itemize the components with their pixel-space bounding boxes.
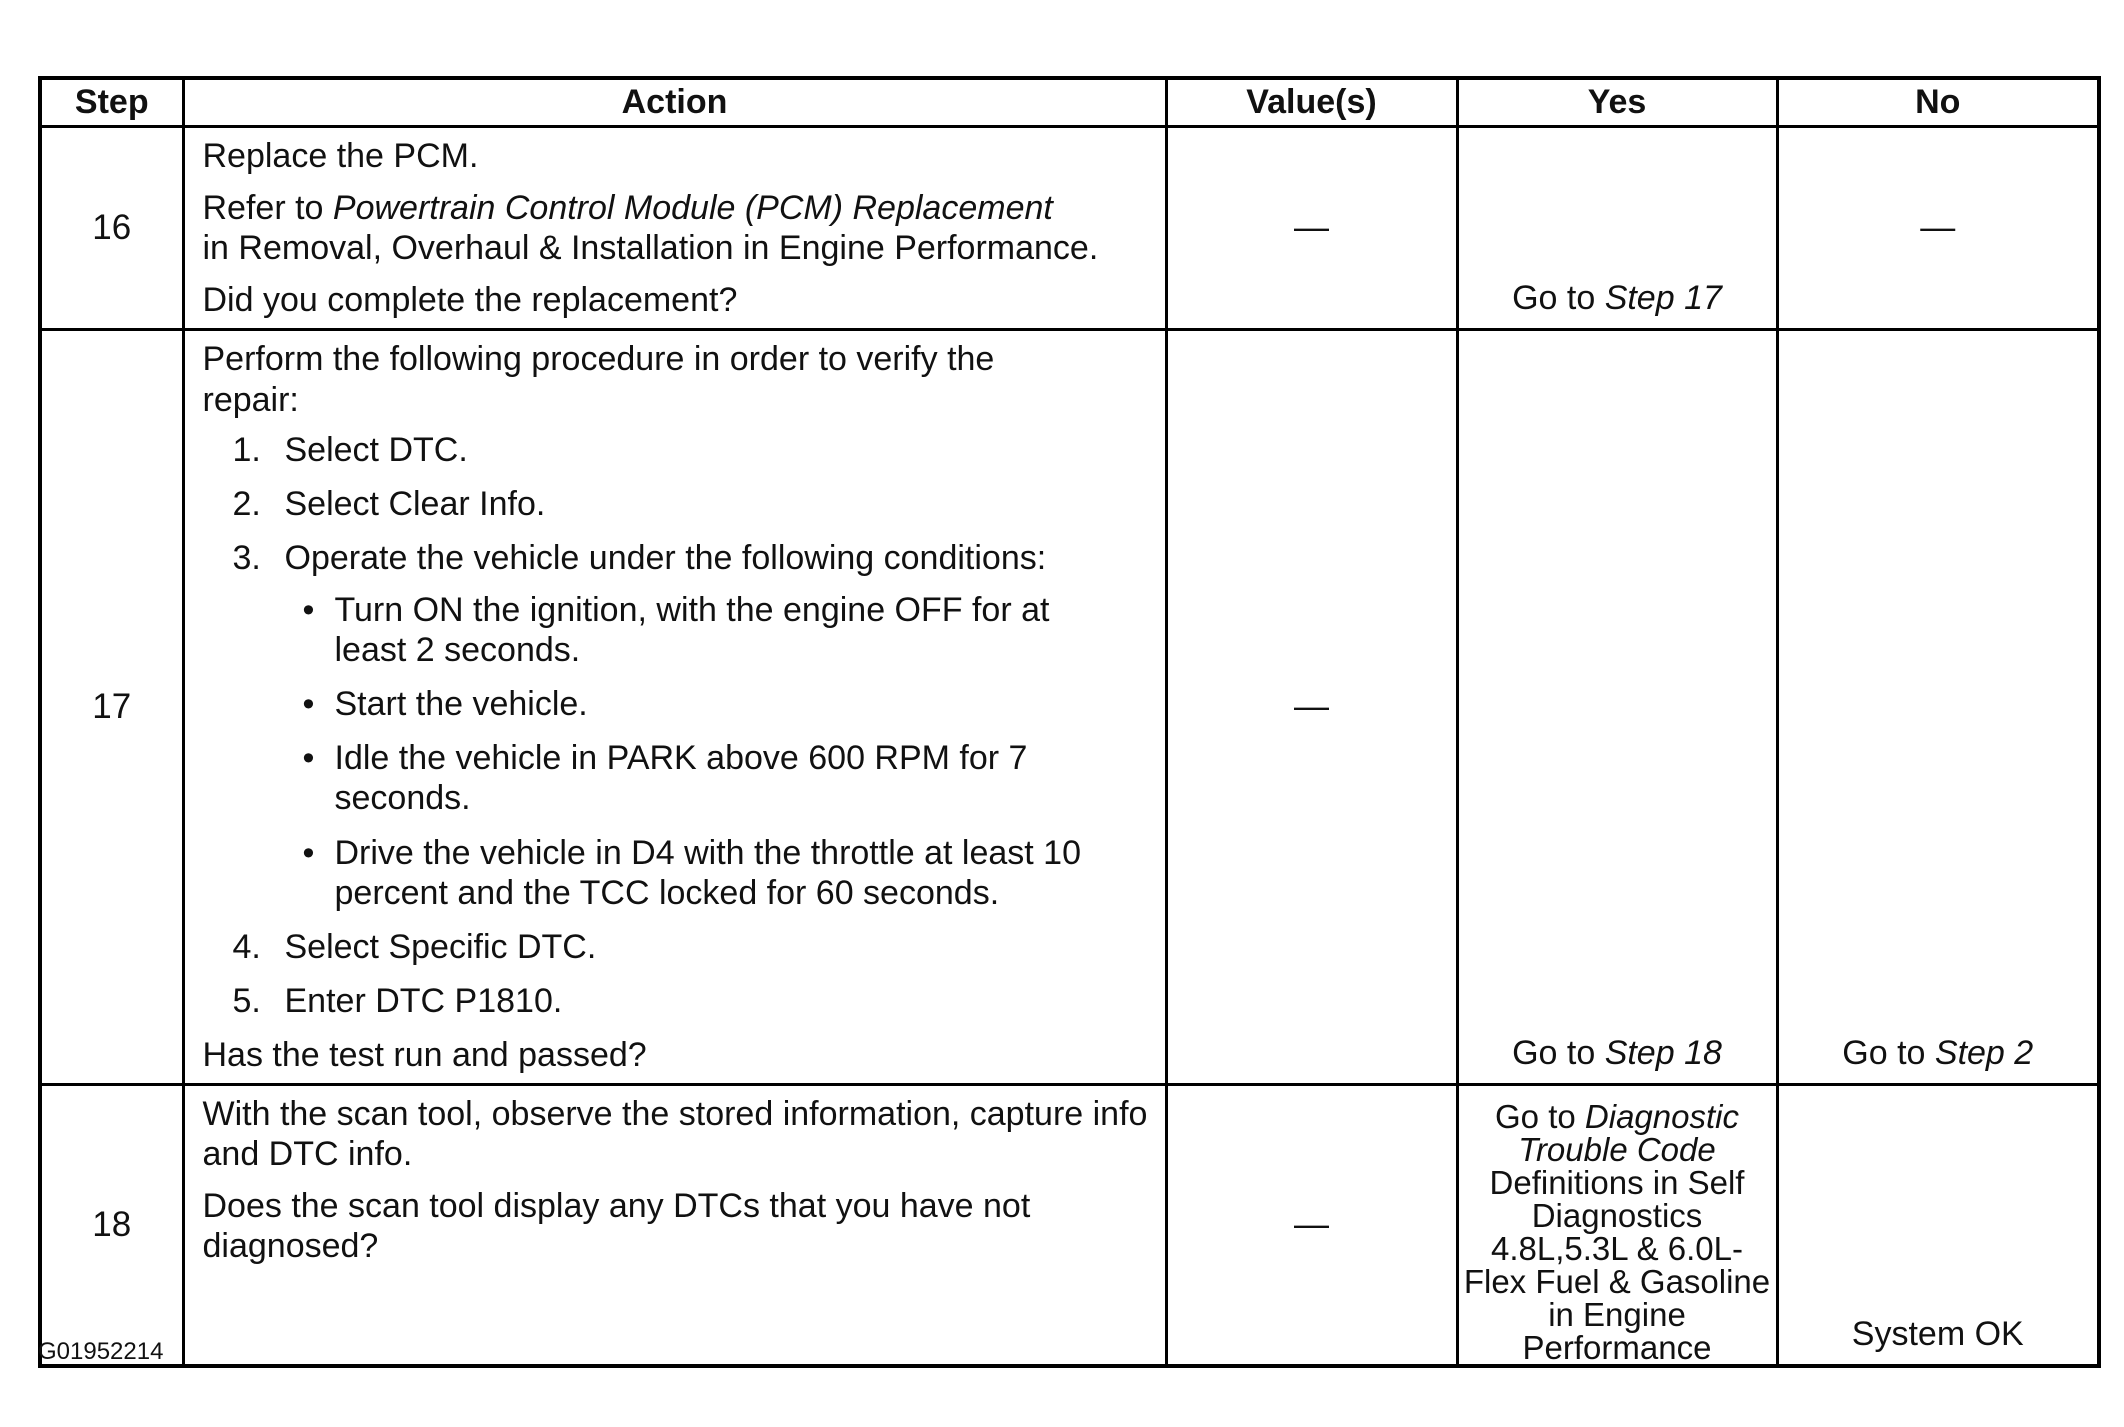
list-item: 4. Select Specific DTC. bbox=[232, 927, 597, 966]
diagnostic-table bbox=[38, 76, 2101, 1368]
list-item: • Idle the vehicle in PARK above 600 RPM for 7 seconds. bbox=[302, 739, 1028, 818]
list-item: 5. Enter DTC P1810. bbox=[232, 981, 563, 1020]
action-text: Replace the PCM. bbox=[202, 137, 479, 175]
header-values: Value(s) bbox=[1166, 78, 1457, 127]
no-target: Step 2 bbox=[1934, 1034, 2034, 1073]
yes-prefix: Go to bbox=[1512, 279, 1605, 318]
step-number: 18 bbox=[40, 1085, 183, 1367]
yes-target: Step 18 bbox=[1604, 1034, 1722, 1073]
action-intro: Perform the following procedure in order to verify the repair: bbox=[202, 340, 995, 419]
table-row-step-17 bbox=[40, 330, 2099, 1085]
values-cell: — bbox=[1166, 330, 1457, 1085]
yes-cell bbox=[1457, 330, 1777, 1085]
conditions-list bbox=[285, 590, 1151, 913]
yes-suffix: Definitions in Self Diagnostics 4.8L,5.3L & 6.0L-Flex Fuel & Gasoline in Engine Performance bbox=[1463, 1164, 1771, 1367]
no-cell: — bbox=[1777, 127, 2099, 330]
yes-prefix: Go to bbox=[1495, 1098, 1585, 1136]
table-row-step-16 bbox=[40, 127, 2099, 330]
yes-cell bbox=[1457, 1085, 1777, 1367]
yes-cell bbox=[1457, 127, 1777, 330]
yes-target: Diagnostic Trouble Code bbox=[1518, 1098, 1739, 1169]
ref-suffix: in Removal, Overhaul & Installation in Engine Performance. bbox=[202, 229, 1099, 268]
step-number: 16 bbox=[40, 127, 183, 330]
action-cell bbox=[183, 127, 1166, 330]
yes-target: Step 17 bbox=[1604, 279, 1722, 318]
procedure-list bbox=[203, 430, 1151, 1021]
list-item: • Turn ON the ignition, with the engine OFF for at least 2 seconds. bbox=[302, 590, 1050, 670]
header-no: No bbox=[1777, 78, 2099, 127]
action-text: With the scan tool, observe the stored information, capture info and DTC info. bbox=[202, 1095, 1148, 1174]
list-item: 1. Select DTC. bbox=[232, 430, 468, 469]
header-step: Step bbox=[40, 78, 183, 127]
list-item: • Drive the vehicle in D4 with the throttle at least 10 percent and the TCC locked for 60 seconds. bbox=[302, 833, 1081, 912]
header-action: Action bbox=[183, 78, 1166, 127]
action-cell bbox=[183, 1085, 1166, 1367]
values-cell: — bbox=[1166, 1085, 1457, 1367]
ref-prefix: Refer to bbox=[202, 189, 333, 228]
action-question: Did you complete the replacement? bbox=[202, 281, 738, 320]
action-question: Does the scan tool display any DTCs that you have not diagnosed? bbox=[202, 1187, 1031, 1266]
list-item: • Start the vehicle. bbox=[302, 685, 588, 724]
table-row-step-18 bbox=[40, 1085, 2099, 1367]
action-reference bbox=[203, 188, 1151, 268]
action-cell bbox=[183, 330, 1166, 1085]
header-yes: Yes bbox=[1457, 78, 1777, 127]
no-prefix: Go to bbox=[1842, 1034, 1935, 1073]
yes-prefix: Go to bbox=[1512, 1034, 1605, 1073]
header-row bbox=[40, 78, 2099, 127]
ref-title: Powertrain Control Module (PCM) Replacement bbox=[332, 189, 1053, 228]
action-question: Has the test run and passed? bbox=[202, 1035, 647, 1074]
list-item: 2. Select Clear Info. bbox=[232, 484, 546, 523]
list-item: 3. Operate the vehicle under the following conditions: • Turn ON the ignition, with the engine OFF for at least 2 seconds. • Start the vehicle. • Idle the vehicle in PARK above 600 RPM for 7 seconds. • Drive the vehicle in D4 with the throttle at least 10 percent and the TCC locked for 60 seconds. bbox=[203, 538, 1151, 913]
no-cell bbox=[1777, 330, 2099, 1085]
step-number: 17 bbox=[40, 330, 183, 1085]
figure-code: G01952214 bbox=[38, 1338, 164, 1365]
values-cell: — bbox=[1166, 127, 1457, 330]
no-cell: System OK bbox=[1777, 1085, 2099, 1367]
